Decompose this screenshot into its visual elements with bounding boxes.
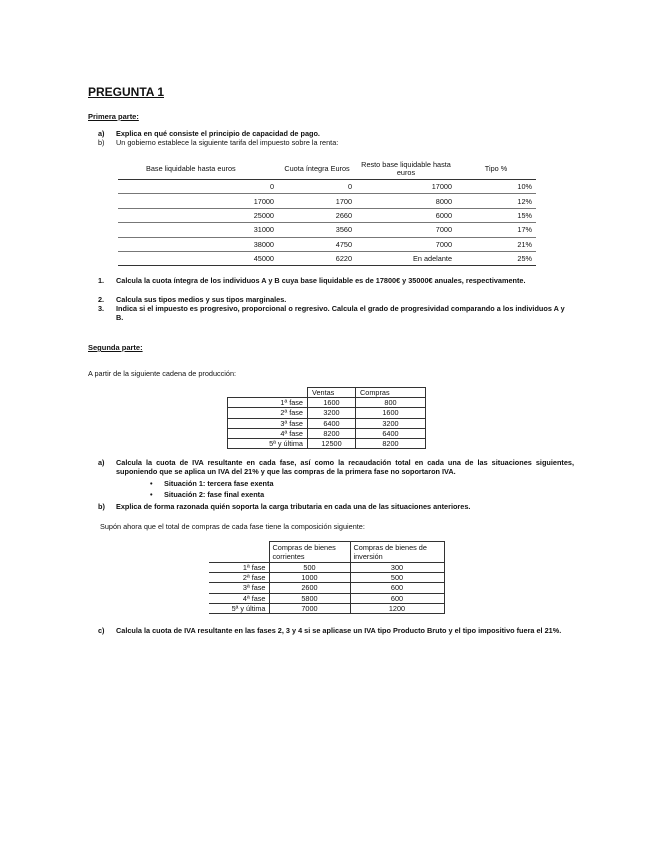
table-cell: 12% (456, 194, 536, 208)
table-cell: 4750 (278, 237, 356, 251)
table-row (118, 180, 536, 194)
part2-a-text: Calcula la cuota de IVA resultante en cada fase, así como la recaudación total en cada una de las situaciones siguientes, suponiendo que se aplica un IVA del 21% y que las compras de la primera fase no soportaron IVA. (116, 458, 574, 476)
production-chain-table (227, 387, 426, 449)
table-row (228, 408, 426, 418)
table-cell: 8200 (308, 428, 356, 438)
table-cell: 2660 (278, 208, 356, 222)
table-cell: 3200 (308, 408, 356, 418)
table-row (228, 418, 426, 428)
situation-1: • Situación 1: tercera fase exenta (164, 479, 274, 488)
col-header-tipo: Tipo % (456, 159, 536, 180)
part2-b-text: Explica de forma razonada quién soporta la carga tributaria en cada una de las situaciones anteriores. (116, 502, 471, 511)
table-cell: 0 (278, 180, 356, 194)
table-cell: 1ª fase (209, 563, 269, 573)
table-cell: 500 (350, 573, 444, 583)
table-row (228, 428, 426, 438)
table-cell: 3200 (356, 418, 426, 428)
table-cell: 8000 (356, 194, 456, 208)
table-cell (209, 542, 269, 563)
table-cell (228, 388, 308, 398)
part2-c-label: c) (98, 626, 105, 635)
table-cell: 21% (456, 237, 536, 251)
table-cell: 3ª fase (228, 418, 308, 428)
table-cell: 6400 (308, 418, 356, 428)
col-header-cuota: Cuota íntegra Euros (278, 159, 356, 180)
table-cell: 31000 (118, 223, 278, 237)
question-3-num: 3. (98, 304, 105, 313)
part1-b-label: b) (98, 138, 105, 147)
table-row (118, 251, 536, 265)
part2-intro: A partir de la siguiente cadena de producción: (88, 369, 237, 378)
part2-a-label: a) (98, 458, 105, 467)
situation-2: • Situación 2: fase final exenta (164, 490, 264, 499)
table-cell: 25% (456, 251, 536, 265)
part2-c-text: Calcula la cuota de IVA resultante en las fases 2, 3 y 4 si se aplicase un IVA tipo Producto Bruto y el tipo impositivo fuera el 21%. (116, 626, 562, 635)
table-cell: 2ª fase (209, 573, 269, 583)
table-row (209, 573, 444, 583)
table-cell: En adelante (356, 251, 456, 265)
table-cell: 4ª fase (209, 593, 269, 603)
question-2-text: Calcula sus tipos medios y sus tipos marginales. (116, 295, 287, 304)
part1-b-text: Un gobierno establece la siguiente tarifa del impuesto sobre la renta: (116, 138, 339, 147)
table-cell: 2ª fase (228, 408, 308, 418)
table-cell: 1200 (350, 603, 444, 613)
part1-a-text: Explica en qué consiste el principio de capacidad de pago. (116, 129, 320, 138)
table-row (118, 223, 536, 237)
table-cell: 800 (356, 398, 426, 408)
table-cell: 45000 (118, 251, 278, 265)
table-cell: 2600 (269, 583, 350, 593)
table-row (228, 398, 426, 408)
suppose-text: Supón ahora que el total de compras de cada fase tiene la composición siguiente: (100, 522, 365, 531)
tax-rate-table-header (118, 159, 536, 180)
table-cell: 6000 (356, 208, 456, 222)
table-row (118, 208, 536, 222)
table-row (118, 194, 536, 208)
question-1-num: 1. (98, 276, 105, 285)
table-cell: 7000 (269, 603, 350, 613)
col-header-bienes-inversion: Compras de bienes de inversión (350, 542, 444, 563)
table-cell: 600 (350, 593, 444, 603)
production-table-header (228, 388, 426, 398)
table-cell: 1ª fase (228, 398, 308, 408)
table-cell: 17000 (356, 180, 456, 194)
table-cell: 8200 (356, 438, 426, 448)
question-1-text: Calcula la cuota íntegra de los individuos A y B cuya base liquidable es de 17800€ y 35000€ anuales, respectivamente. (116, 276, 526, 285)
question-2-num: 2. (98, 295, 105, 304)
table-cell: 600 (350, 583, 444, 593)
table-cell: 1000 (269, 573, 350, 583)
table-cell: 12500 (308, 438, 356, 448)
table-cell: 6220 (278, 251, 356, 265)
table-cell: 38000 (118, 237, 278, 251)
table-cell: 4ª fase (228, 428, 308, 438)
col-header-resto: Resto base liquidable hasta euros (356, 159, 456, 180)
col-header-bienes-corrientes: Compras de bienes corrientes (269, 542, 350, 563)
table-cell: 3560 (278, 223, 356, 237)
table-cell: 7000 (356, 237, 456, 251)
table-row (209, 563, 444, 573)
question-3-text: Indica si el impuesto es progresivo, proporcional o regresivo. Calcula el grado de progresividad comparando a los individuos A y B. (116, 304, 565, 322)
table-row (209, 603, 444, 613)
table-row (228, 438, 426, 448)
table-cell: 5800 (269, 593, 350, 603)
table-cell: 500 (269, 563, 350, 573)
table-cell: 25000 (118, 208, 278, 222)
table-cell: 5ª y última (228, 438, 308, 448)
part2-b-label: b) (98, 502, 105, 511)
col-header-compras: Compras (356, 388, 426, 398)
table-cell: 0 (118, 180, 278, 194)
table-cell: 10% (456, 180, 536, 194)
part1-heading: Primera parte: (88, 112, 139, 121)
table-cell: 1600 (356, 408, 426, 418)
col-header-base: Base liquidable hasta euros (118, 159, 278, 180)
part2-heading: Segunda parte: (88, 343, 143, 352)
table-cell: 15% (456, 208, 536, 222)
table-cell: 1600 (308, 398, 356, 408)
table-cell: 7000 (356, 223, 456, 237)
table-row (209, 583, 444, 593)
page-title: PREGUNTA 1 (88, 85, 165, 99)
part1-a-label: a) (98, 129, 105, 138)
purchases-composition-table (209, 541, 445, 614)
table-cell: 17000 (118, 194, 278, 208)
table-row (209, 593, 444, 603)
tax-rate-table (118, 159, 536, 266)
table-cell: 6400 (356, 428, 426, 438)
table-cell: 300 (350, 563, 444, 573)
table-cell: 17% (456, 223, 536, 237)
table-cell: 1700 (278, 194, 356, 208)
table-row (118, 237, 536, 251)
table-cell: 5ª y última (209, 603, 269, 613)
composition-table-header (209, 542, 444, 563)
table-cell: 3ª fase (209, 583, 269, 593)
col-header-ventas: Ventas (308, 388, 356, 398)
